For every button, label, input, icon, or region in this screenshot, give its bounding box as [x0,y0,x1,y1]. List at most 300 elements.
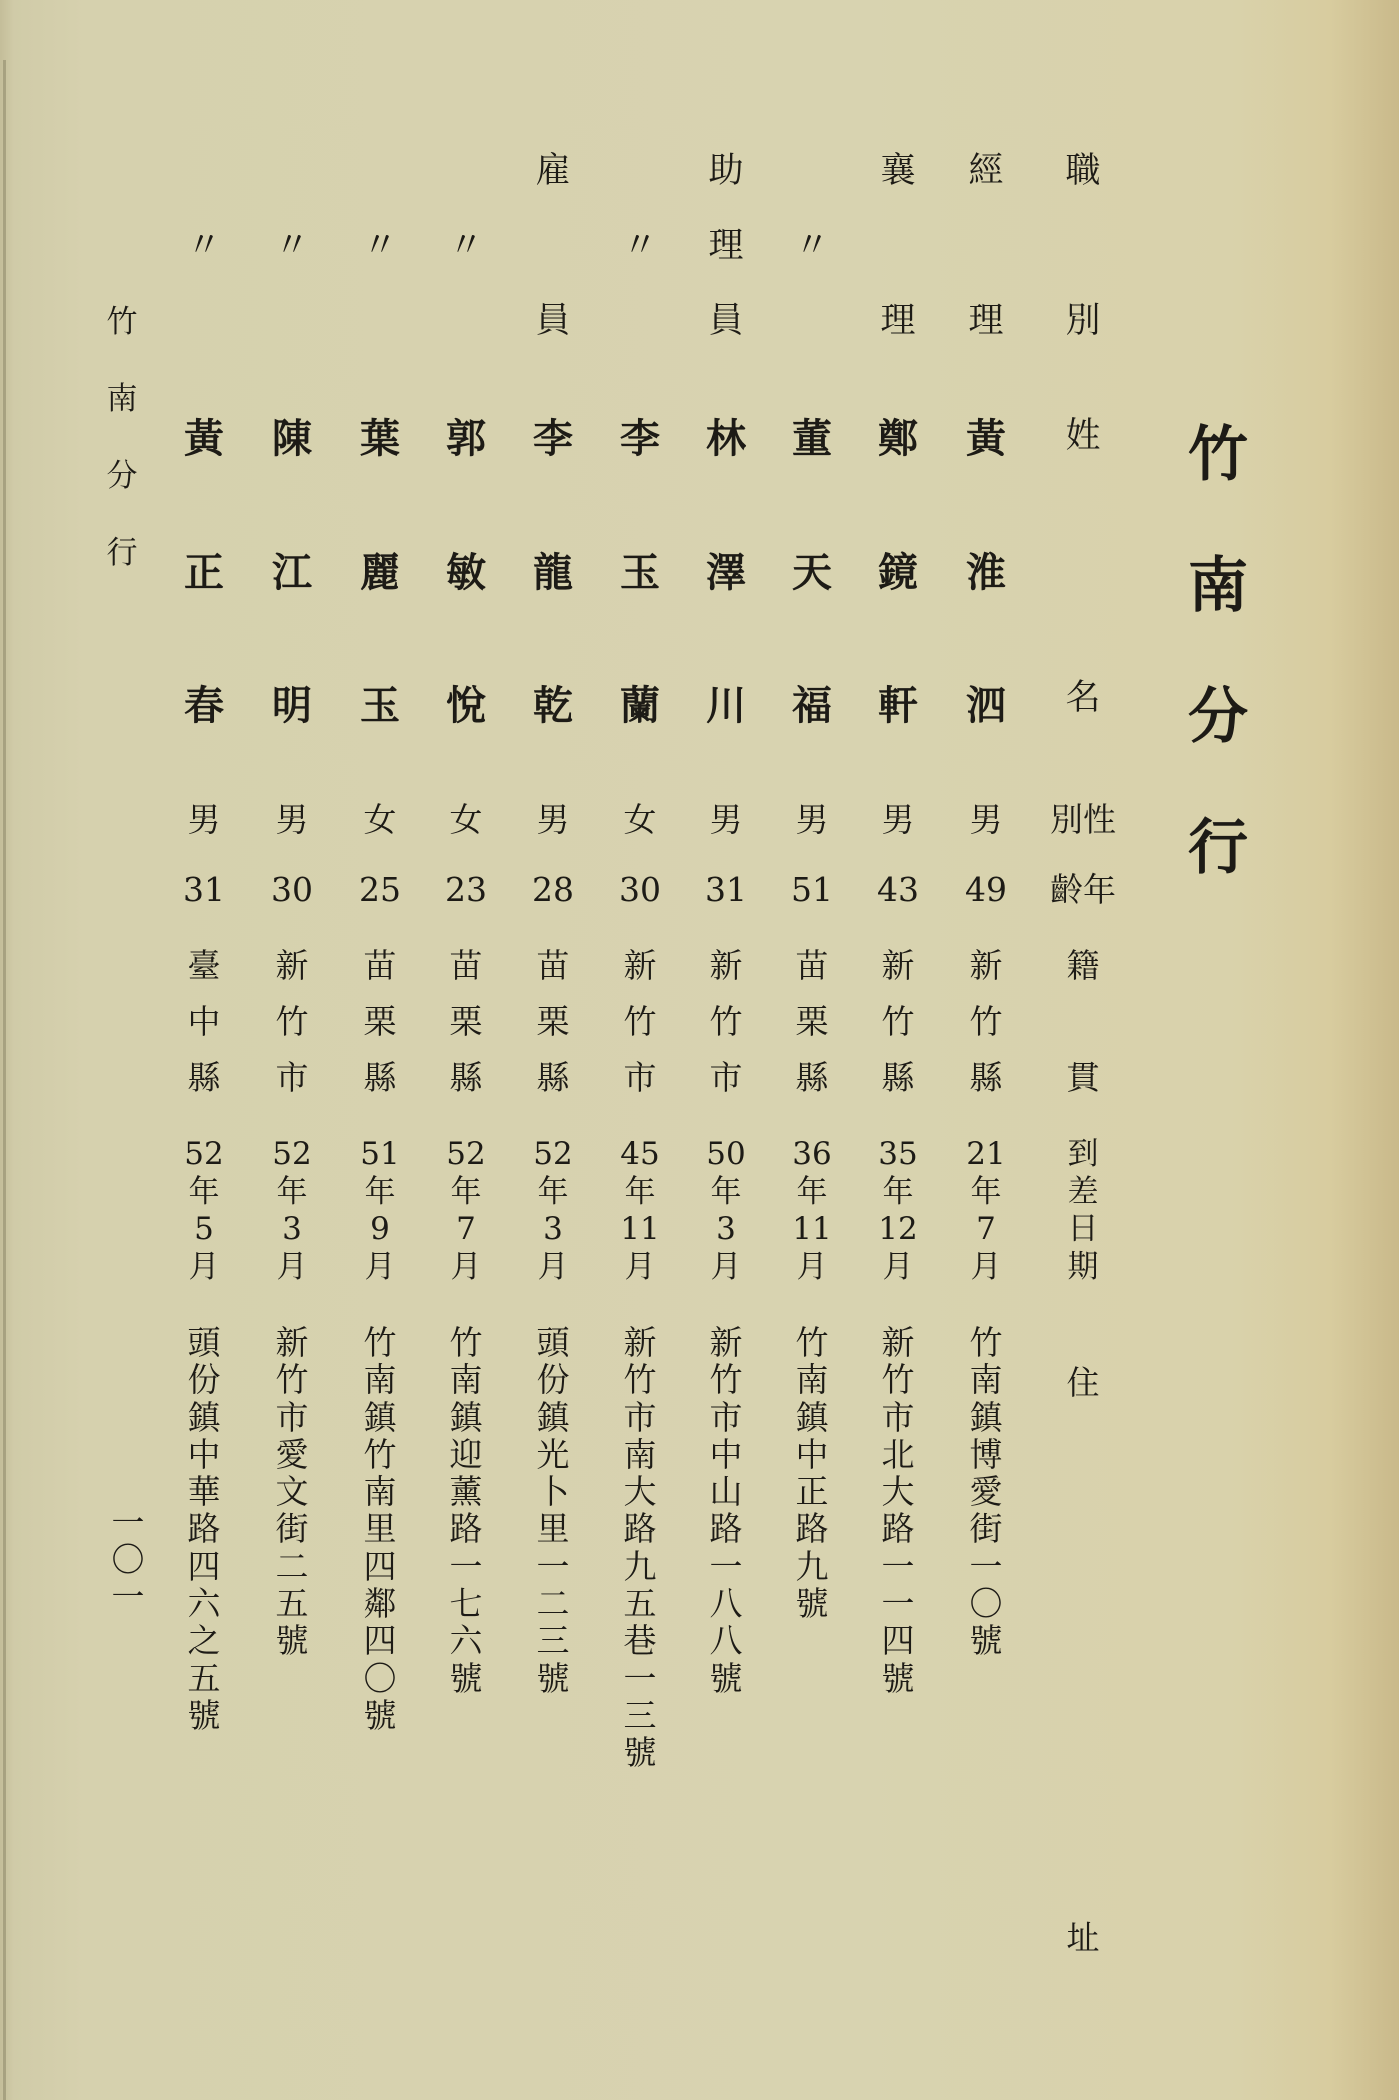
glyph: 縣 [536,1058,570,1097]
month-unit: 月 [796,1248,828,1285]
glyph: 竹 [106,304,138,340]
glyph: 市 [275,1058,309,1097]
glyph: 大 [881,1472,915,1512]
arrival-month: 9 [370,1211,390,1247]
glyph: 縣 [795,1058,829,1097]
age-cell: 31 [183,870,225,909]
staff-column [610,0,670,2100]
glyph: 中 [795,1434,829,1474]
glyph: 薰 [449,1472,483,1512]
glyph: 縣 [449,1058,483,1097]
position-cell [696,150,756,342]
glyph: 〃 [794,226,830,266]
glyph: 理 [968,301,1004,341]
glyph: 市 [275,1397,309,1437]
native-place-cell [174,945,234,1099]
glyph: 〇 [363,1658,397,1698]
address-cell [610,1324,670,1772]
glyph: 路 [187,1509,221,1549]
glyph: 路 [795,1509,829,1549]
glyph: 期 [1067,1248,1099,1285]
glyph: 竹 [795,1323,829,1362]
glyph: 栗 [536,1002,570,1041]
glyph: 南 [363,1360,397,1400]
glyph: 鄭 [878,415,918,462]
position-cell [956,150,1016,342]
glyph: 號 [795,1584,829,1624]
sex-cell: 男 [881,800,915,839]
arrival-month: 3 [543,1211,563,1247]
age-cell: 23 [445,870,487,909]
arrival-month: 7 [456,1211,476,1247]
native-place-cell [523,945,583,1099]
glyph: 李 [620,415,660,462]
glyph: 澤 [706,548,746,596]
year-unit: 年 [450,1173,482,1210]
glyph: 川 [706,682,746,729]
glyph: 新 [275,1323,309,1362]
glyph: 里 [536,1509,570,1549]
glyph: 新 [623,1323,657,1362]
native-place-cell [956,945,1016,1099]
glyph: 郭 [446,415,486,462]
year-unit: 年 [710,1173,742,1210]
age-cell: 49 [965,870,1007,909]
glyph: 李 [533,415,573,462]
glyph: 員 [535,301,571,341]
address-cell [696,1324,756,1697]
month-unit: 月 [537,1248,569,1285]
position-cell [610,150,670,342]
glyph: 〃 [186,226,222,266]
arrival-month: 7 [976,1211,996,1247]
glyph: 鎮 [363,1397,397,1437]
glyph: 號 [187,1695,221,1735]
glyph: 職 [1065,151,1101,191]
glyph: 號 [881,1658,915,1698]
glyph: 頭 [536,1323,570,1362]
glyph: 南 [1188,551,1248,621]
arrival-month: 3 [716,1211,736,1247]
age-cell: 31 [705,870,747,909]
glyph: 玉 [360,682,400,729]
arrival-date-cell [696,1136,756,1286]
sex-cell: 男 [187,800,221,839]
glyph: 愛 [969,1472,1003,1512]
glyph: 栗 [449,1002,483,1041]
glyph: 九 [795,1546,829,1586]
month-unit: 月 [970,1248,1002,1285]
glyph: 鏡 [878,548,918,596]
glyph: 三 [536,1621,570,1661]
staff-column [782,0,842,2100]
arrival-year: 35 [878,1136,918,1172]
position-cell [782,150,842,342]
glyph: 號 [275,1621,309,1661]
glyph: 一 [536,1546,570,1586]
glyph: 到 [1067,1136,1099,1172]
sex-cell: 女 [623,800,657,839]
staff-column [436,0,496,2100]
glyph: 黃 [966,415,1006,462]
glyph: 新 [709,946,743,985]
glyph: 〇 [111,1540,145,1579]
glyph: 南 [969,1360,1003,1400]
glyph: 街 [275,1509,309,1549]
address-cell [436,1324,496,1697]
header-native-place [1053,945,1113,1099]
glyph: 中 [187,1002,221,1041]
glyph: 竹 [363,1434,397,1474]
glyph: 南 [449,1360,483,1400]
glyph: 路 [881,1509,915,1549]
sex-cell: 男 [709,800,743,839]
address-cell [956,1324,1016,1660]
year-unit: 年 [188,1173,220,1210]
age-cell: 25 [359,870,401,909]
glyph: 址 [1066,1918,1100,1957]
glyph: 日 [1067,1211,1099,1247]
glyph: 襄 [880,151,916,191]
sex-cell: 男 [536,800,570,839]
glyph: 新 [623,946,657,985]
arrival-date-cell [868,1136,928,1286]
name-cell [868,415,928,730]
glyph: 竹 [881,1002,915,1041]
glyph: 泗 [966,682,1006,729]
staff-column [696,0,756,2100]
glyph: 新 [709,1323,743,1362]
arrival-year: 21 [966,1136,1006,1172]
glyph: 天 [792,548,832,596]
glyph: 博 [969,1434,1003,1474]
arrival-date-cell [350,1136,410,1286]
arrival-date-cell [436,1136,496,1286]
glyph: 巷 [623,1621,657,1661]
glyph: 行 [1188,813,1248,883]
glyph: 六 [449,1621,483,1661]
address-cell [350,1324,410,1734]
glyph: 鎮 [187,1397,221,1437]
glyph: 董 [792,415,832,462]
year-unit: 年 [882,1173,914,1210]
glyph: 明 [272,682,312,729]
glyph: 新 [881,946,915,985]
glyph: 四 [363,1546,397,1586]
native-place-cell [610,945,670,1099]
glyph: 四 [881,1621,915,1661]
glyph: 春 [184,682,224,729]
glyph: 份 [536,1360,570,1400]
header-position [1053,150,1113,342]
age-cell: 43 [877,870,919,909]
arrival-month: 12 [878,1211,918,1247]
glyph: 〇 [969,1584,1003,1624]
glyph: 七 [449,1584,483,1624]
native-place-cell [436,945,496,1099]
month-unit: 月 [276,1248,308,1285]
header-arrival-date [1053,1136,1113,1286]
glyph: 員 [708,301,744,341]
glyph: 蘭 [620,682,660,729]
year-unit: 年 [796,1173,828,1210]
glyph: 二 [275,1546,309,1586]
glyph: 南 [106,381,138,417]
arrival-year: 51 [360,1136,400,1172]
glyph: 愛 [275,1434,309,1474]
glyph: 竹 [709,1002,743,1041]
glyph: 陳 [272,415,312,462]
arrival-year: 45 [620,1136,660,1172]
arrival-date-cell [523,1136,583,1286]
glyph: 江 [272,548,312,596]
month-unit: 月 [450,1248,482,1285]
glyph: 號 [623,1733,657,1773]
position-cell [523,150,583,342]
glyph: 苗 [536,946,570,985]
arrival-date-cell [956,1136,1016,1286]
position-cell [436,150,496,342]
month-unit: 月 [188,1248,220,1285]
glyph: 一 [969,1546,1003,1586]
glyph: 別 [1065,301,1101,341]
glyph: 迎 [449,1434,483,1474]
glyph: 〃 [362,226,398,266]
glyph: 一 [449,1546,483,1586]
glyph: 竹 [969,1323,1003,1362]
glyph: 里 [363,1509,397,1549]
header-name [1053,414,1113,720]
glyph: 竹 [275,1360,309,1400]
age-cell: 30 [271,870,313,909]
glyph: 苗 [449,946,483,985]
glyph: 一 [111,1503,145,1542]
position-cell [350,150,410,342]
glyph: 九 [623,1546,657,1586]
arrival-month: 11 [792,1211,832,1247]
glyph: 竹 [709,1360,743,1400]
glyph: 〃 [274,226,310,266]
glyph: 市 [709,1058,743,1097]
glyph: 竹 [881,1360,915,1400]
glyph: 竹 [623,1002,657,1041]
position-cell [174,150,234,342]
age-cell: 28 [532,870,574,909]
glyph: 正 [795,1472,829,1512]
glyph: 號 [449,1658,483,1698]
glyph: 八 [709,1584,743,1624]
arrival-year: 52 [184,1136,224,1172]
glyph: 一 [709,1546,743,1586]
month-unit: 月 [882,1248,914,1285]
arrival-date-cell [262,1136,322,1286]
arrival-date-cell [174,1136,234,1286]
glyph: 〃 [622,226,658,266]
glyph: 差 [1067,1173,1099,1210]
glyph: 二 [536,1584,570,1624]
glyph: 卜 [536,1472,570,1512]
glyph: 新 [881,1323,915,1362]
glyph: 縣 [363,1058,397,1097]
glyph: 市 [623,1058,657,1097]
glyph: 齡 [1050,870,1083,909]
sex-cell: 男 [969,800,1003,839]
glyph: 貫 [1066,1058,1100,1097]
glyph: 理 [708,226,744,266]
glyph: 文 [275,1472,309,1512]
header-sex [1031,799,1135,841]
header-address [1053,1362,1113,1959]
glyph: 經 [968,151,1004,191]
native-place-cell [696,945,756,1099]
glyph: 大 [623,1472,657,1512]
native-place-cell [350,945,410,1099]
arrival-month: 11 [620,1211,660,1247]
glyph: 號 [969,1621,1003,1661]
glyph: 五 [187,1658,221,1698]
glyph: 別 [1050,800,1083,839]
glyph: 分 [1188,682,1248,752]
name-cell [174,415,234,730]
year-unit: 年 [364,1173,396,1210]
glyph: 住 [1066,1363,1100,1402]
year-unit: 年 [537,1173,569,1210]
year-unit: 年 [624,1173,656,1210]
age-cell: 51 [791,870,833,909]
glyph: 南 [795,1360,829,1400]
glyph: 街 [969,1509,1003,1549]
glyph: 栗 [795,1002,829,1041]
name-cell [956,415,1016,730]
glyph: 籍 [1066,946,1100,985]
year-unit: 年 [970,1173,1002,1210]
glyph: 福 [792,682,832,729]
running-header [97,306,147,569]
glyph: 一 [111,1577,145,1616]
page-title [1178,420,1258,883]
glyph: 鎮 [969,1397,1003,1437]
glyph: 六 [187,1584,221,1624]
address-cell [868,1324,928,1697]
glyph: 苗 [795,946,829,985]
glyph: 一 [881,1546,915,1586]
glyph: 竹 [449,1323,483,1362]
glyph: 山 [709,1472,743,1512]
address-cell [262,1324,322,1660]
staff-column [350,0,410,2100]
glyph: 龍 [533,548,573,596]
glyph: 鎮 [795,1397,829,1437]
name-cell [782,415,842,730]
glyph: 四 [363,1621,397,1661]
month-unit: 月 [364,1248,396,1285]
glyph: 性 [1083,800,1116,839]
glyph: 淮 [966,548,1006,596]
name-cell [610,415,670,730]
glyph: 雇 [535,151,571,191]
glyph: 北 [881,1434,915,1474]
glyph: 竹 [969,1002,1003,1041]
glyph: 竹 [1188,420,1248,490]
glyph: 號 [536,1658,570,1698]
glyph: 路 [709,1509,743,1549]
header-age [1031,869,1135,911]
arrival-year: 52 [272,1136,312,1172]
name-cell [523,415,583,730]
glyph: 份 [187,1360,221,1400]
glyph: 路 [623,1509,657,1549]
native-place-cell [868,945,928,1099]
glyph: 苗 [363,946,397,985]
glyph: 臺 [187,946,221,985]
glyph: 年 [1083,870,1116,909]
glyph: 新 [969,946,1003,985]
glyph: 乾 [533,682,573,729]
arrival-date-cell [610,1136,670,1286]
sex-cell: 男 [795,800,829,839]
glyph: 軒 [878,682,918,729]
glyph: 南 [623,1434,657,1474]
glyph: 正 [184,548,224,596]
glyph: 葉 [360,415,400,462]
glyph: 南 [363,1472,397,1512]
glyph: 頭 [187,1323,221,1362]
glyph: 鎮 [536,1397,570,1437]
page-number [103,1504,153,1615]
position-cell [262,150,322,342]
glyph: 悅 [446,682,486,729]
glyph: 玉 [620,548,660,596]
sex-cell: 男 [275,800,309,839]
age-cell: 30 [619,870,661,909]
staff-column [956,0,1016,2100]
name-cell [696,415,756,730]
address-cell [782,1324,842,1622]
glyph: 中 [187,1434,221,1474]
sex-cell: 女 [449,800,483,839]
arrival-year: 36 [792,1136,832,1172]
glyph: 之 [187,1621,221,1661]
native-place-cell [782,945,842,1099]
month-unit: 月 [710,1248,742,1285]
glyph: 鄰 [363,1584,397,1624]
staff-column [262,0,322,2100]
glyph: 縣 [187,1058,221,1097]
glyph: 光 [536,1434,570,1474]
name-cell [350,415,410,730]
year-unit: 年 [276,1173,308,1210]
glyph: 號 [363,1695,397,1735]
glyph: 八 [709,1621,743,1661]
glyph: 市 [709,1397,743,1437]
staff-column [523,0,583,2100]
header-surname: 姓 [1065,416,1101,456]
glyph: 五 [275,1584,309,1624]
glyph: 助 [708,151,744,191]
glyph: 林 [706,415,746,462]
arrival-date-cell [782,1136,842,1286]
glyph: 行 [106,535,138,571]
glyph: 黃 [184,415,224,462]
glyph: 分 [106,458,138,494]
position-cell [868,150,928,342]
glyph: 市 [881,1397,915,1437]
glyph: 竹 [275,1002,309,1041]
native-place-cell [262,945,322,1099]
name-cell [436,415,496,730]
staff-column [868,0,928,2100]
glyph: 一 [881,1584,915,1624]
